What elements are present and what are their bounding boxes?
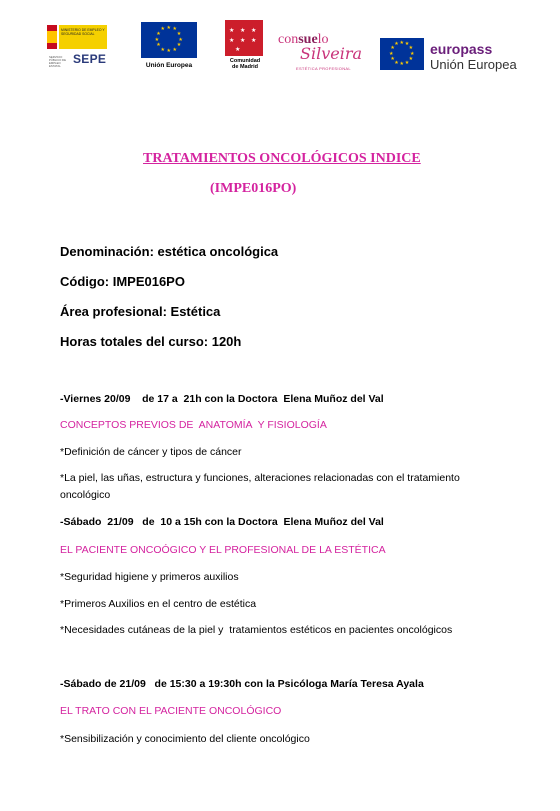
meta-denominacion: Denominación: estética oncológica <box>60 244 279 259</box>
eu-star-icon: ★ <box>172 46 177 53</box>
sepe-small-text: SERVICIO PÚBLICO DE EMPLEO ESTATAL <box>49 55 66 68</box>
session-section-title: EL PACIENTE ONCOÓGICO Y EL PROFESIONAL DE LA ESTÉTICA <box>60 544 386 556</box>
union-europea-logo <box>141 22 197 72</box>
eu-star-icon: ★ <box>399 39 404 46</box>
europass-logo <box>380 38 530 74</box>
ministry-text: MINISTERIO DE EMPLEO Y SEGURIDAD SOCIAL <box>61 28 105 36</box>
eu-star-icon: ★ <box>176 42 182 49</box>
list-item: *Definición de cáncer y tipos de cáncer <box>60 446 242 458</box>
eu-star-icon: ★ <box>404 59 410 66</box>
madrid-stars-icon: ★ ★ ★ ★ ★ ★ ★ <box>225 20 263 56</box>
eu-star-icon: ★ <box>156 42 161 49</box>
eu-star-icon: ★ <box>160 46 166 53</box>
madrid-line1: Comunidad <box>229 58 261 64</box>
eu-star-icon: ★ <box>160 26 166 33</box>
list-item: *Necesidades cutáneas de la piel y tratamientos estéticos en pacientes oncológicos <box>60 624 453 636</box>
silveira-script: Silveira <box>300 44 363 63</box>
eu-star-icon: ★ <box>172 26 177 33</box>
estetica-profesional: ESTÉTICA PROFESIONAL <box>296 66 351 71</box>
meta-horas: Horas totales del curso: 120h <box>60 334 242 349</box>
union-europea-caption: Unión Europea <box>145 62 193 69</box>
eu-star-icon: ★ <box>166 48 171 55</box>
eu-star-icon: ★ <box>410 50 415 57</box>
eu-star-icon: ★ <box>388 50 394 57</box>
meta-area: Área profesional: Estética <box>60 304 221 319</box>
eu-star-icon: ★ <box>390 55 395 62</box>
sepe-label: SEPE <box>73 52 107 66</box>
eu-star-icon: ★ <box>178 36 183 43</box>
eu-star-icon: ★ <box>166 24 171 31</box>
meta-codigo: Código: IMPE016PO <box>60 274 185 289</box>
spain-crest-icon <box>47 25 57 49</box>
europass-title: europass <box>430 41 493 57</box>
europass-subtitle: Unión Europea <box>430 57 517 72</box>
comunidad-madrid-logo <box>225 20 265 72</box>
consuelo-silveira-logo: consuelo Silveira ESTÉTICA PROFESIONAL <box>278 32 363 71</box>
list-item: *La piel, las uñas, estructura y funciones, alteraciones relacionadas con el tratamiento oncológico <box>60 472 460 501</box>
eu-star-icon: ★ <box>394 59 399 66</box>
session-schedule: -Viernes 20/09 de 17 a 21h con la Doctora Elena Muñoz del Val <box>60 393 384 405</box>
list-item: *Primeros Auxilios en el centro de estética <box>60 598 257 610</box>
document-code-title: (IMPE016PO) <box>210 181 297 196</box>
session-schedule: -Sábado de 21/09 de 15:30 a 19:30h con la Psicóloga María Teresa Ayala <box>60 678 424 690</box>
madrid-line2: de Madrid <box>232 64 258 70</box>
eu-star-icon: ★ <box>394 41 399 48</box>
eu-star-icon: ★ <box>176 30 182 37</box>
eu-star-icon: ★ <box>404 41 410 48</box>
eu-star-icon: ★ <box>399 61 404 68</box>
eu-flag-icon <box>380 38 424 70</box>
list-item: *Sensibilización y conocimiento del cliente oncológico <box>60 733 310 745</box>
eu-star-icon: ★ <box>156 30 161 37</box>
eu-star-icon: ★ <box>390 45 395 52</box>
sepe-logo <box>47 25 112 69</box>
session-section-title: CONCEPTOS PREVIOS DE ANATOMÍA Y FISIOLOGÍA <box>60 419 327 431</box>
session-section-title: EL TRATO CON EL PACIENTE ONCOLÓGICO <box>60 705 282 717</box>
eu-star-icon: ★ <box>154 36 160 43</box>
eu-star-icon: ★ <box>408 45 414 52</box>
eu-flag-icon <box>141 22 197 58</box>
session-schedule: -Sábado 21/09 de 10 a 15h con la Doctora Elena Muñoz del Val <box>60 516 384 528</box>
list-item: *Seguridad higiene y primeros auxilios <box>60 571 239 583</box>
eu-star-icon: ★ <box>408 55 414 62</box>
document-title: TRATAMIENTOS ONCOLÓGICOS INDICE <box>143 151 421 166</box>
